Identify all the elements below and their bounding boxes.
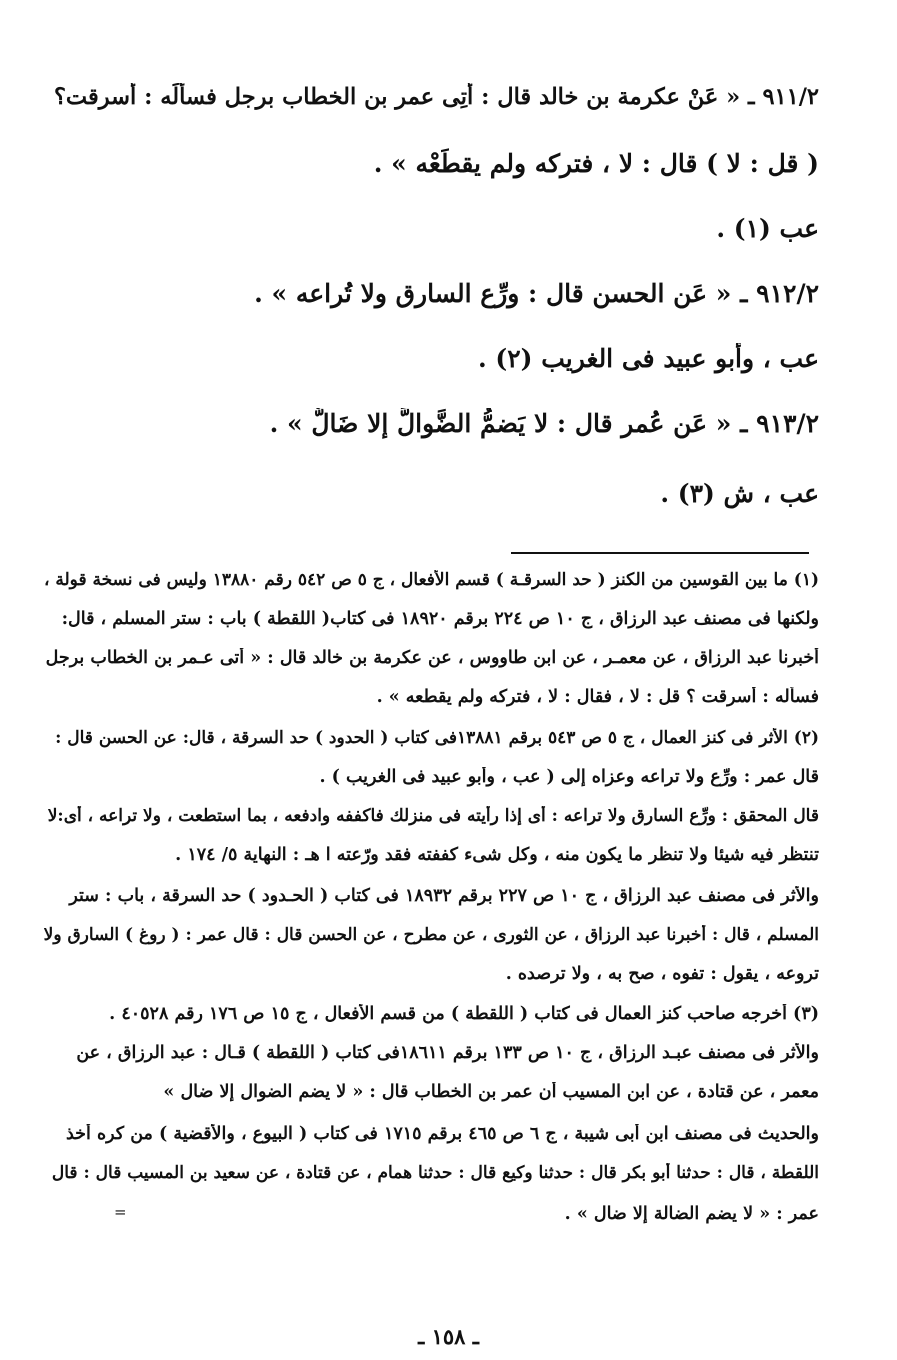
footnote-1-line-4: فسأله : أسرقت ؟ قل : لا ، فقال : لا ، فتركه ولم يقطعه » .: [376, 687, 819, 707]
footnote-separator: [511, 552, 809, 554]
footnote-3-line-3: معمر ، عن قتادة ، عن ابن المسيب أن عمر بن الخطاب قال : « لا يضم الضوال إلا ضال »: [163, 1082, 819, 1102]
footnote-2-line-4: تنتظر فيه شيئا ولا تنظر ما يكون منه ، وكل شىء كففته فقد ورّعته ا هـ : النهاية ٥/ ١٧٤ .: [175, 845, 819, 865]
hadith-911-source: عب (١) .: [716, 214, 819, 243]
hadith-911-line-2: ( قل : لا ) قال : لا ، فتركه ولم يقطَعْه » .: [373, 149, 819, 178]
footnote-2-line-5: والأثر فى مصنف عبد الرزاق ، ج ١٠ ص ٢٢٧ برقم ١٨٩٣٢ فى كتاب ( الحـدود ) حد السرقة ، باب : ستر: [69, 886, 819, 906]
footnote-2-line-7: تروعه ، يقول : تفوه ، صح به ، ولا ترصده .: [505, 964, 819, 984]
footnote-2-line-3: قال المحقق : ورِّع السارق ولا تراعه : أى إذا رأيته فى منزلك فاكففه وادفعه ، بما استطعت ، ولا تراعه ، أى:لا: [47, 806, 819, 826]
hadith-913-source: عب ، ش (٣) .: [660, 479, 819, 508]
hadith-912: ٩١٢/٢ ـ « عَنِ الحسن قال : ورِّع السارق ولا تُراعه » .: [254, 279, 819, 308]
footnote-1-line-2: ولكنها فى مصنف عبد الرزاق ، ج ١٠ ص ٢٢٤ برقم ١٨٩٢٠ فى كتاب( اللقطة ) باب : ستر المسلم ، قال:: [61, 609, 819, 629]
hadith-911-line-1: ٩١١/٢ ـ « عَنْ عكرمة بن خالد قال : أُتِى عمر بن الخطاب برجل فسألَه : أسرقت؟: [53, 84, 819, 110]
hadith-912-source: عب ، وأبو عبيد فى الغريب (٢) .: [477, 344, 819, 373]
hadith-913: ٩١٣/٢ ـ « عَن عُمر قال : لا يَضمُّ الضَّوالَّ إلا ضَالٌّ » .: [269, 409, 819, 438]
footnote-2-line-2: قال عمر : ورِّع ولا تراعه وعزاه إلى ( عب ، وأبو عبيد فى الغريب ) .: [319, 767, 819, 787]
footnote-3-line-2: والأثر فى مصنف عبـد الرزاق ، ج ١٠ ص ١٣٣ برقم ١٨٦١١فى كتاب ( اللقطة ) قـال : عبد الرزاق ، عن: [76, 1043, 819, 1063]
footnote-3-line-5: اللقطة ، قال : حدثنا أبو بكر قال : حدثنا وكيع قال : حدثنا همام ، عن قتادة ، عن سعيد بن المسيب قال : قال: [51, 1163, 819, 1183]
stray-mark: =: [114, 1203, 127, 1221]
footnote-3-line-6: عمر : « لا يضم الضالة إلا ضال » .: [564, 1204, 819, 1224]
footnote-1-line-3: أخبرنا عبد الرزاق ، عن معمـر ، عن ابن طاووس ، عن عكرمة بن خالد قال : « أتى عـمر بن الخطاب برجل: [45, 648, 819, 668]
footnote-2-line-1: (٢) الأثر فى كنز العمال ، ج ٥ ص ٥٤٣ برقم ١٣٨٨١فى كتاب ( الحدود ) حد السرقة ، قال: عن الحسن قال :: [55, 728, 819, 748]
page-number: ـ ١٥٨ ـ: [418, 1324, 479, 1349]
footnote-1-line-1: (١) ما بين القوسين من الكنز ( حد السرقـة ) قسم الأفعال ، ج ٥ ص ٥٤٢ رقم ١٣٨٨٠ وليس فى نسخة قولة ،: [44, 570, 819, 590]
footnote-3-line-4: والحديث فى مصنف ابن أبى شيبة ، ج ٦ ص ٤٦٥ برقم ١٧١٥ فى كتاب ( البيوع ، والأقضية ) من كره أخذ: [65, 1124, 819, 1144]
footnote-2-line-6: المسلم ، قال : أخبرنا عبد الرزاق ، عن الثورى ، عن مطرح ، عن الحسن قال : قال عمر : ( روغ ) السارق ولا: [44, 925, 819, 945]
footnote-3-line-1: (٣) أخرجه صاحب كنز العمال فى كتاب ( اللقطة ) من قسم الأفعال ، ج ١٥ ص ١٧٦ رقم ٤٠٥٢٨ .: [109, 1004, 819, 1024]
